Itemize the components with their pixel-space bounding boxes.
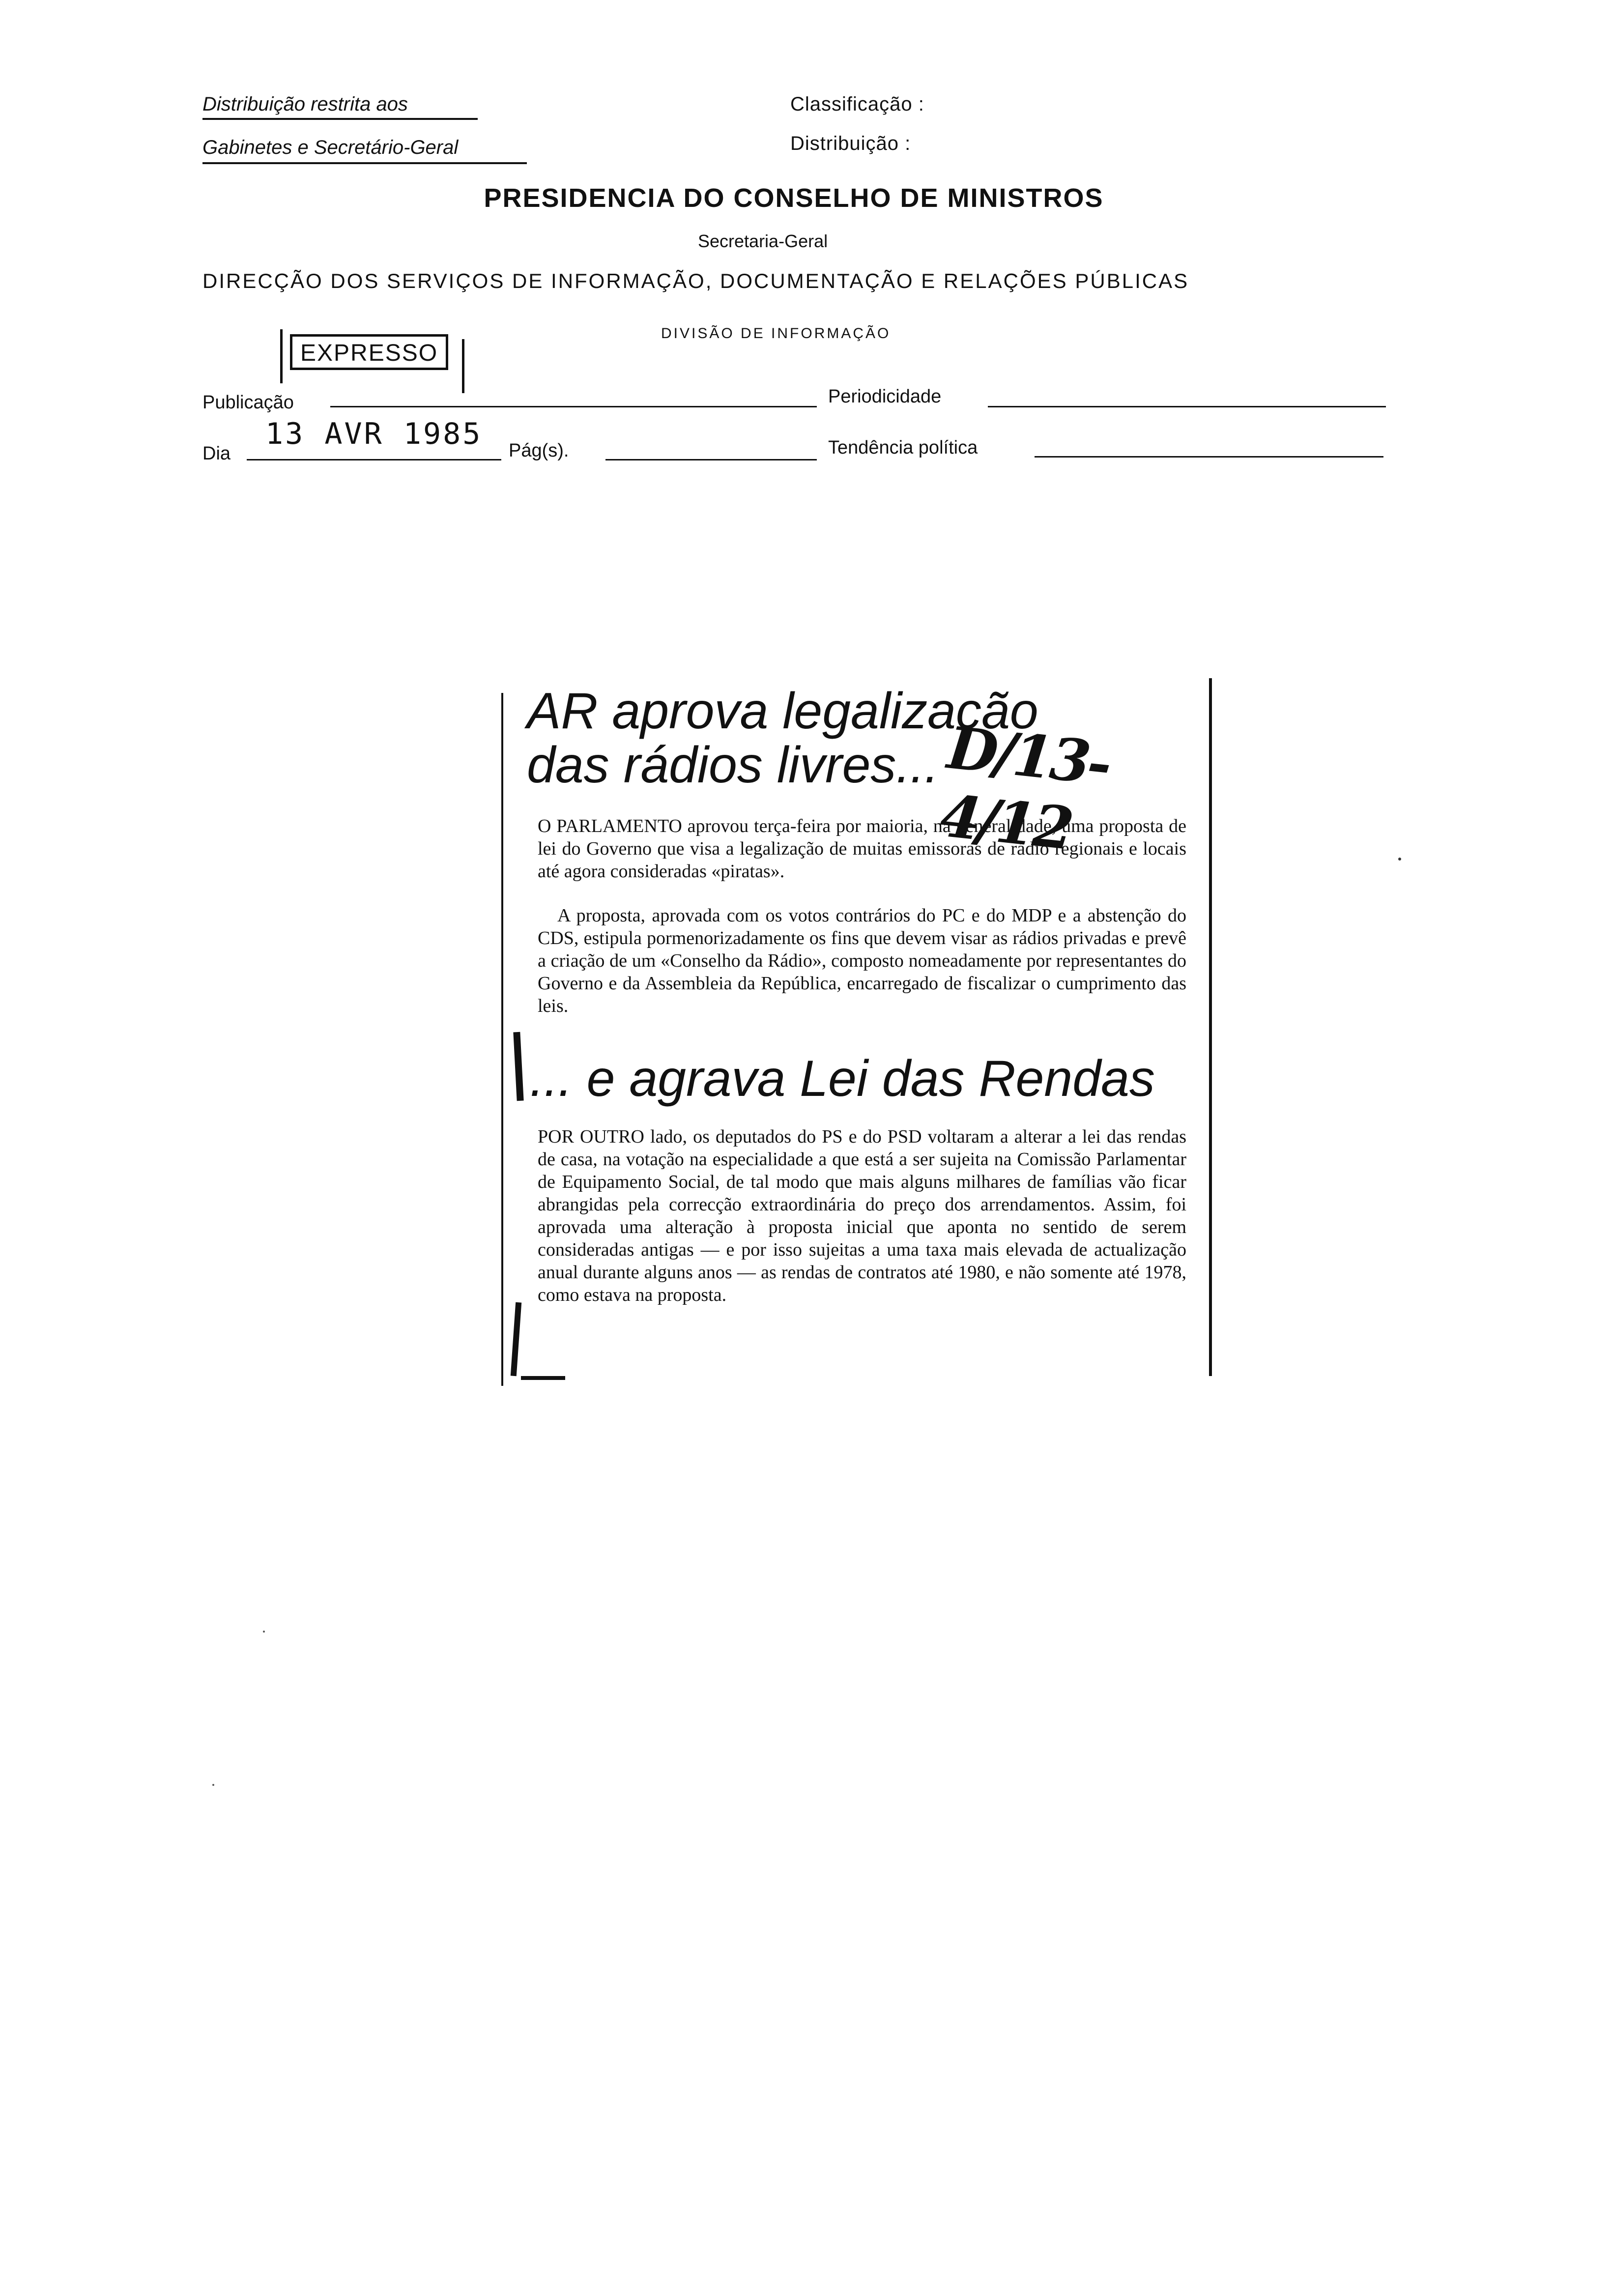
periodicity-field-line bbox=[988, 406, 1386, 407]
periodicity-label: Periodicidade bbox=[828, 386, 942, 407]
stamp-bracket-right bbox=[462, 339, 464, 393]
scan-speck bbox=[1398, 858, 1401, 861]
day-field-line bbox=[247, 459, 501, 460]
headline-1-line-1: AR aprova legalização bbox=[527, 683, 1038, 740]
day-value: 13 AVR 1985 bbox=[265, 417, 483, 451]
newspaper-clipping bbox=[501, 673, 1219, 1391]
division-name: DIVISÃO DE INFORMAÇÃO bbox=[661, 325, 891, 342]
political-tendency-label: Tendência política bbox=[828, 437, 978, 458]
day-label: Dia bbox=[202, 443, 231, 464]
stamp-bracket-left bbox=[280, 329, 283, 383]
paragraph-3: POR OUTRO lado, os deputados do PS e do PSD voltaram a alterar a lei das rendas de casa, na votação na especialidade a que está a ser sujeita na Comissão Parlamentar de Equipamento Social, de tal modo que mais alguns milhares de famílias vão ficar abrangidas pela correcção extraordinária do preço dos arrendamentos. Assim, foi aprovada uma alteração à proposta inicial que aponta no sentido de serem consideradas antigas — e por isso sujeitas a uma taxa mais elevada de actualização anual durante alguns anos — as rendas de contratos até 1980, e não somente até 1978, como estava na proposta. bbox=[538, 1126, 1186, 1305]
classification-label: Classificação : bbox=[790, 93, 924, 115]
org-title: PRESIDENCIA DO CONSELHO DE MINISTROS bbox=[484, 183, 1104, 213]
pages-label: Pág(s). bbox=[509, 440, 569, 461]
scan-speck bbox=[212, 1784, 214, 1786]
publication-field-line bbox=[330, 406, 817, 407]
political-tendency-field-line bbox=[1035, 456, 1383, 458]
org-subtitle: Secretaria-Geral bbox=[698, 231, 828, 251]
publication-label: Publicação bbox=[202, 392, 294, 413]
department-name: DIRECÇÃO DOS SERVIÇOS DE INFORMAÇÃO, DOCUMENTAÇÃO E RELAÇÕES PÚBLICAS bbox=[202, 269, 1189, 292]
paragraph-2: A proposta, aprovada com os votos contrários do PC e do MDP e a abstenção do CDS, estipula pormenorizadamente os fins que devem visar as rádios privadas e prevê a criação de um «Conselho da Rádio», composto nomeadamente por representantes do Governo e da Assembleia da República, encarregado de fiscalizar o cumprimento das leis. bbox=[538, 905, 1186, 1016]
headline-1-line-2: das rádios livres... bbox=[527, 737, 939, 794]
clipping-left-edge bbox=[501, 693, 503, 1386]
handwritten-underline-mark bbox=[521, 1376, 565, 1380]
handwritten-margin-mark-2 bbox=[511, 1302, 521, 1376]
distribution-note-line-2: Gabinetes e Secretário-Geral bbox=[202, 137, 459, 158]
paragraph-1: O PARLAMENTO aprovou terça-feira por maioria, na generalidade, uma proposta de lei do Governo que visa a legalização de muitas emissoras de rádio regionais e locais até agora consideradas «piratas». bbox=[538, 816, 1186, 882]
distribution-note-line-1: Distribuição restrita aos bbox=[202, 93, 408, 115]
distribution-underline-2 bbox=[202, 162, 527, 164]
pages-field-line bbox=[605, 459, 817, 460]
handwritten-margin-mark-1 bbox=[513, 1032, 523, 1101]
distribution-underline-1 bbox=[202, 118, 478, 120]
publication-stamp: EXPRESSO bbox=[290, 334, 448, 370]
handwritten-archive-code: D/13-4/12 bbox=[937, 713, 1112, 863]
distribution-label: Distribuição : bbox=[790, 133, 911, 154]
scan-speck bbox=[263, 1631, 265, 1633]
headline-2: ... e agrava Lei das Rendas bbox=[530, 1050, 1155, 1107]
